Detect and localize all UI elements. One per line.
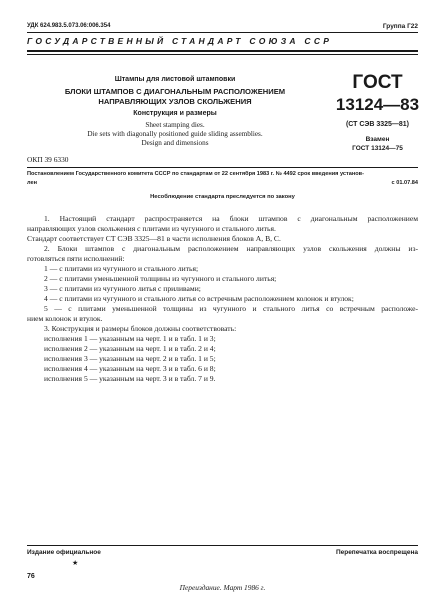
law-notice: Несоблюдение стандарта преследуется по закону: [150, 194, 295, 200]
execution-5-line2: нием колонок и втулок.: [27, 314, 103, 323]
paragraph-2-line2: готовляться пяти исполнений:: [27, 254, 125, 263]
document-title-line1: БЛОКИ ШТАМПОВ С ДИАГОНАЛЬНЫМ РАСПОЛОЖЕНИЕМ: [64, 87, 286, 96]
paragraph-1-line2: направляющих узлов скольжения с плитами из чугунного и стального литья.: [27, 224, 276, 233]
paragraph-2-line1: 2. Блоки штампов с диагональным расположением направляющих узлов скольжения должны из-: [44, 244, 418, 253]
st-sev-reference: (СТ СЭВ 3325—81): [345, 121, 410, 128]
document-title-line2: НАПРАВЛЯЮЩИХ УЗЛОВ СКОЛЬЖЕНИЯ: [98, 97, 252, 106]
design-execution-2: исполнения 2 — указанным на черт. 1 и в табл. 2 и 4;: [44, 344, 216, 353]
design-execution-3: исполнения 3 — указанным на черт. 2 и в табл. 1 и 5;: [44, 354, 216, 363]
paragraph-3: 3. Конструкция и размеры блоков должны соответствовать:: [44, 324, 237, 333]
english-title-line1: Sheet stamping dies.: [145, 121, 205, 129]
top-rule: [27, 32, 418, 33]
standard-banner: ГОСУДАРСТВЕННЫЙ СТАНДАРТ СОЮЗА ССР: [27, 36, 333, 46]
design-heading: Конструкция и размеры: [133, 110, 217, 117]
decree-rule: [27, 167, 418, 168]
design-execution-1: исполнения 1 — указанным на черт. 1 и в табл. 1 и 3;: [44, 334, 216, 343]
replaces-label: Взамен: [365, 136, 390, 143]
gost-number: 13124—83: [335, 95, 420, 114]
reprint-prohibited-label: Перепечатка воспрещена: [335, 549, 418, 556]
execution-2: 2 — с плитами уменьшенной толщины из чугунного и стального литья;: [44, 274, 277, 283]
design-execution-4: исполнения 4 — указанным на черт. 3 и в табл. 6 и 8;: [44, 364, 216, 373]
execution-3: 3 — с плитами из чугунного литья с приливами;: [44, 284, 201, 293]
gost-label: ГОСТ: [352, 72, 403, 93]
star-icon: ★: [72, 559, 79, 567]
decree-line1: Постановлением Государственного комитета СССР по стандартам от 22 сентября 1983 г. № 4492 срок введения установ-: [27, 171, 364, 177]
paragraph-1-line1: 1. Настоящий стандарт распространяется на блоки штампов с диагональным расположением: [44, 214, 418, 223]
udc-code: УДК 624.983.5.073.06:006.354: [27, 23, 111, 29]
group-code: Группа Г22: [382, 23, 418, 30]
english-title-line3: Design and dimensions: [141, 139, 209, 147]
page-number: 76: [27, 573, 35, 580]
banner-rule-thin: [27, 54, 418, 55]
banner-rule-thick: [27, 50, 418, 52]
document-subtitle: Штампы для листовой штамповки: [114, 76, 236, 83]
execution-1: 1 — с плитами из чугунного и стального литья;: [44, 264, 199, 273]
decree-effective-date: с 01.07.84: [391, 180, 418, 186]
official-edition-label: Издание официальное: [27, 549, 101, 556]
decree-line2-start: лен: [27, 180, 37, 186]
okp-code: ОКП 39 6330: [27, 155, 69, 164]
design-execution-5: исполнения 5 — указанным на черт. 3 и в табл. 7 и 9.: [44, 374, 216, 383]
execution-5-line1: 5 — с плитами уменьшенной толщины из чугунного и стального литья со встречным расположе-: [44, 304, 418, 313]
execution-4: 4 — с плитами из чугунного и стального литья со встречным расположением колонок и втулок;: [44, 294, 354, 303]
english-title-line2: Die sets with diagonally positioned guide sliding assemblies.: [87, 130, 263, 138]
paragraph-1-line3: Стандарт соответствует СТ СЭВ 3325—81 в части исполнения блоков А, В, С.: [27, 234, 281, 243]
reissue-note: Переиздание. Март 1986 г.: [179, 583, 266, 592]
replaces-value: ГОСТ 13124—75: [352, 145, 403, 152]
footer-rule: [27, 545, 418, 546]
